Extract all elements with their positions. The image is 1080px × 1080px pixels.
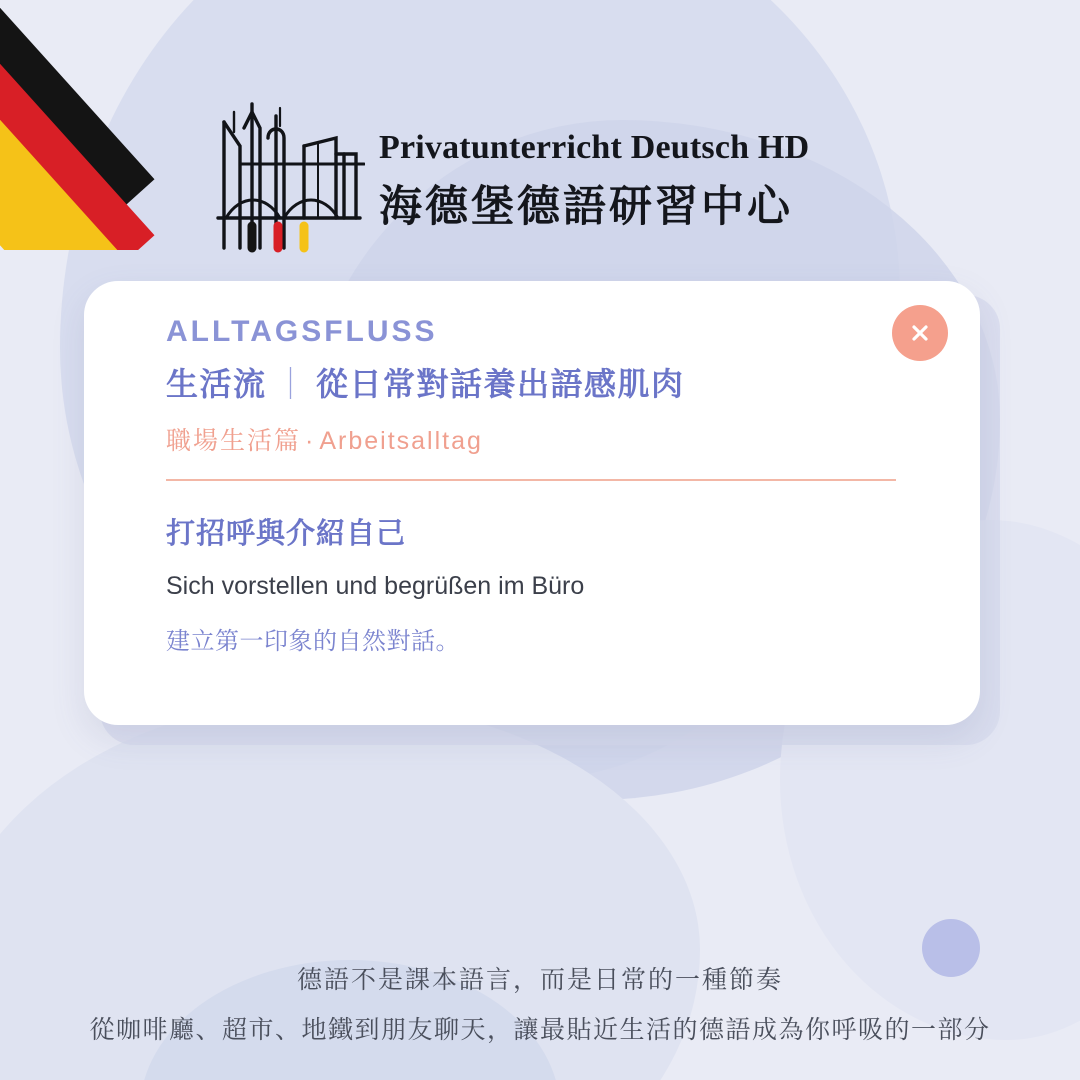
lesson-card (84, 281, 980, 725)
card-subtitle-de: Arbeitsalltag (319, 427, 483, 455)
card-eyebrow: ALLTAGSFLUSS (166, 315, 438, 348)
card-title-separator: ｜ (274, 366, 309, 402)
footer-line-1: 德語不是課本語言，而是日常的一種節奏 (296, 966, 783, 994)
topic-title-zh: 打招呼與介紹自己 (166, 518, 407, 550)
topic-note: 建立第一印象的自然對話。 (166, 628, 460, 655)
card-title-main: 生活流 (166, 366, 267, 402)
brand-name-zh: 海德堡德語研習中心 (379, 183, 793, 231)
card-subtitle-dot: · (305, 427, 316, 455)
topic-title-de: Sich vorstellen und begrüßen im Büro (166, 572, 585, 600)
card-subtitle (166, 421, 928, 457)
brand-wordmark (379, 123, 809, 234)
card-title-sub: 從日常對話養出語感肌肉 (316, 366, 685, 402)
brand-name-de: Privatunterricht Deutsch HD (379, 128, 810, 166)
footer-tagline (0, 960, 1080, 1046)
card-subtitle-zh: 職場生活篇 (166, 427, 302, 455)
card-title (166, 359, 928, 405)
brand-logo (200, 98, 860, 258)
footer-line-2: 從咖啡廳、超市、地鐵到朋友聊天，讓最貼近生活的德語成為你呼吸的一部分 (89, 1016, 991, 1044)
close-button[interactable] (892, 305, 948, 361)
close-icon (907, 320, 933, 346)
heidelberg-castle-logo-icon (200, 98, 365, 258)
card-divider (166, 479, 896, 481)
